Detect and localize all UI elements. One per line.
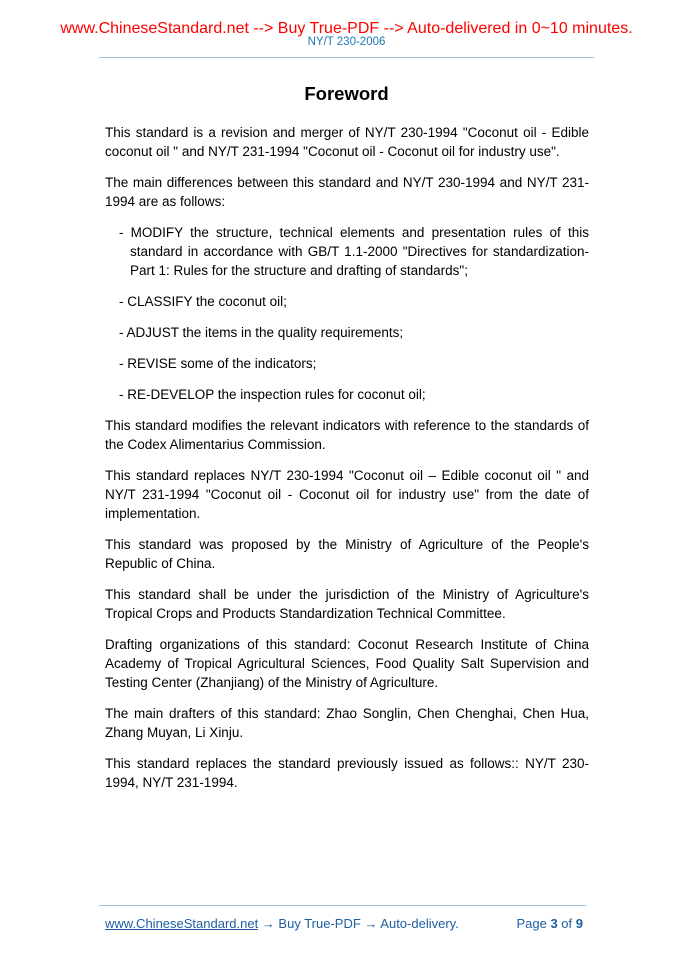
paragraph: This standard replaces NY/T 230-1994 "Coconut oil – Edible coconut oil " and NY/T 231-1994 "Coconut oil - Coconut oil for industry use" from the date of implementation. (105, 468, 589, 521)
page-indicator (516, 916, 583, 932)
paragraph: This standard replaces the standard previously issued as follows:: NY/T 230-1994, NY/T 231-1994. (105, 756, 589, 790)
list-item: - MODIFY the structure, technical elements and presentation rules of this standard in accordance with GB/T 1.1-2000 "Directives for standardization-Part 1: Rules for the structure and drafting of standards"; (119, 225, 589, 278)
footer-divider (99, 905, 586, 906)
document-number: NY/T 230-2006 (307, 36, 386, 48)
paragraph: This standard modifies the relevant indicators with reference to the standards of the Codex Alimentarius Commission. (105, 418, 589, 452)
list-item: - CLASSIFY the coconut oil; (119, 294, 287, 309)
total-pages: 9 (575, 916, 583, 931)
list-item: - REVISE some of the indicators; (119, 356, 317, 371)
page-label: Page (516, 916, 551, 931)
page-footer (105, 916, 587, 934)
site-link[interactable]: www.ChineseStandard.net (105, 916, 259, 931)
page-number: 3 (550, 916, 558, 931)
paragraph: This standard is a revision and merger of NY/T 230-1994 "Coconut oil - Edible coconut oil " and NY/T 231-1994 "Coconut oil - Coconut oil for industry use". (105, 125, 589, 159)
foreword-body (105, 123, 589, 804)
promo-banner[interactable]: www.ChineseStandard.net --> Buy True-PDF --> Auto-delivered in 0~10 minutes. (60, 20, 633, 37)
header-divider (99, 57, 594, 58)
paragraph: This standard shall be under the jurisdiction of the Ministry of Agriculture's Tropical Crops and Products Standardization Technical Committee. (105, 587, 589, 621)
list-item: - RE-DEVELOP the inspection rules for coconut oil; (119, 387, 426, 402)
footer-left (105, 916, 459, 932)
paragraph: This standard was proposed by the Ministry of Agriculture of the People's Republic of China. (105, 537, 589, 571)
list-item: - ADJUST the items in the quality requirements; (119, 325, 404, 340)
paragraph: Drafting organizations of this standard: Coconut Research Institute of China Academy of Tropical Agricultural Sciences, Food Quality Salt Supervision and Testing Center (Zhanjiang) of the Ministry of Agriculture. (105, 637, 589, 690)
paragraph: The main differences between this standard and NY/T 230-1994 and NY/T 231-1994 are as follows: (105, 175, 589, 209)
footer-tagline: → Buy True-PDF → Auto-delivery. (258, 916, 459, 931)
paragraph: The main drafters of this standard: Zhao Songlin, Chen Chenghai, Chen Hua, Zhang Muyan, Li Xinju. (105, 706, 589, 740)
of-label: of (557, 916, 576, 931)
page-title: Foreword (304, 83, 389, 104)
